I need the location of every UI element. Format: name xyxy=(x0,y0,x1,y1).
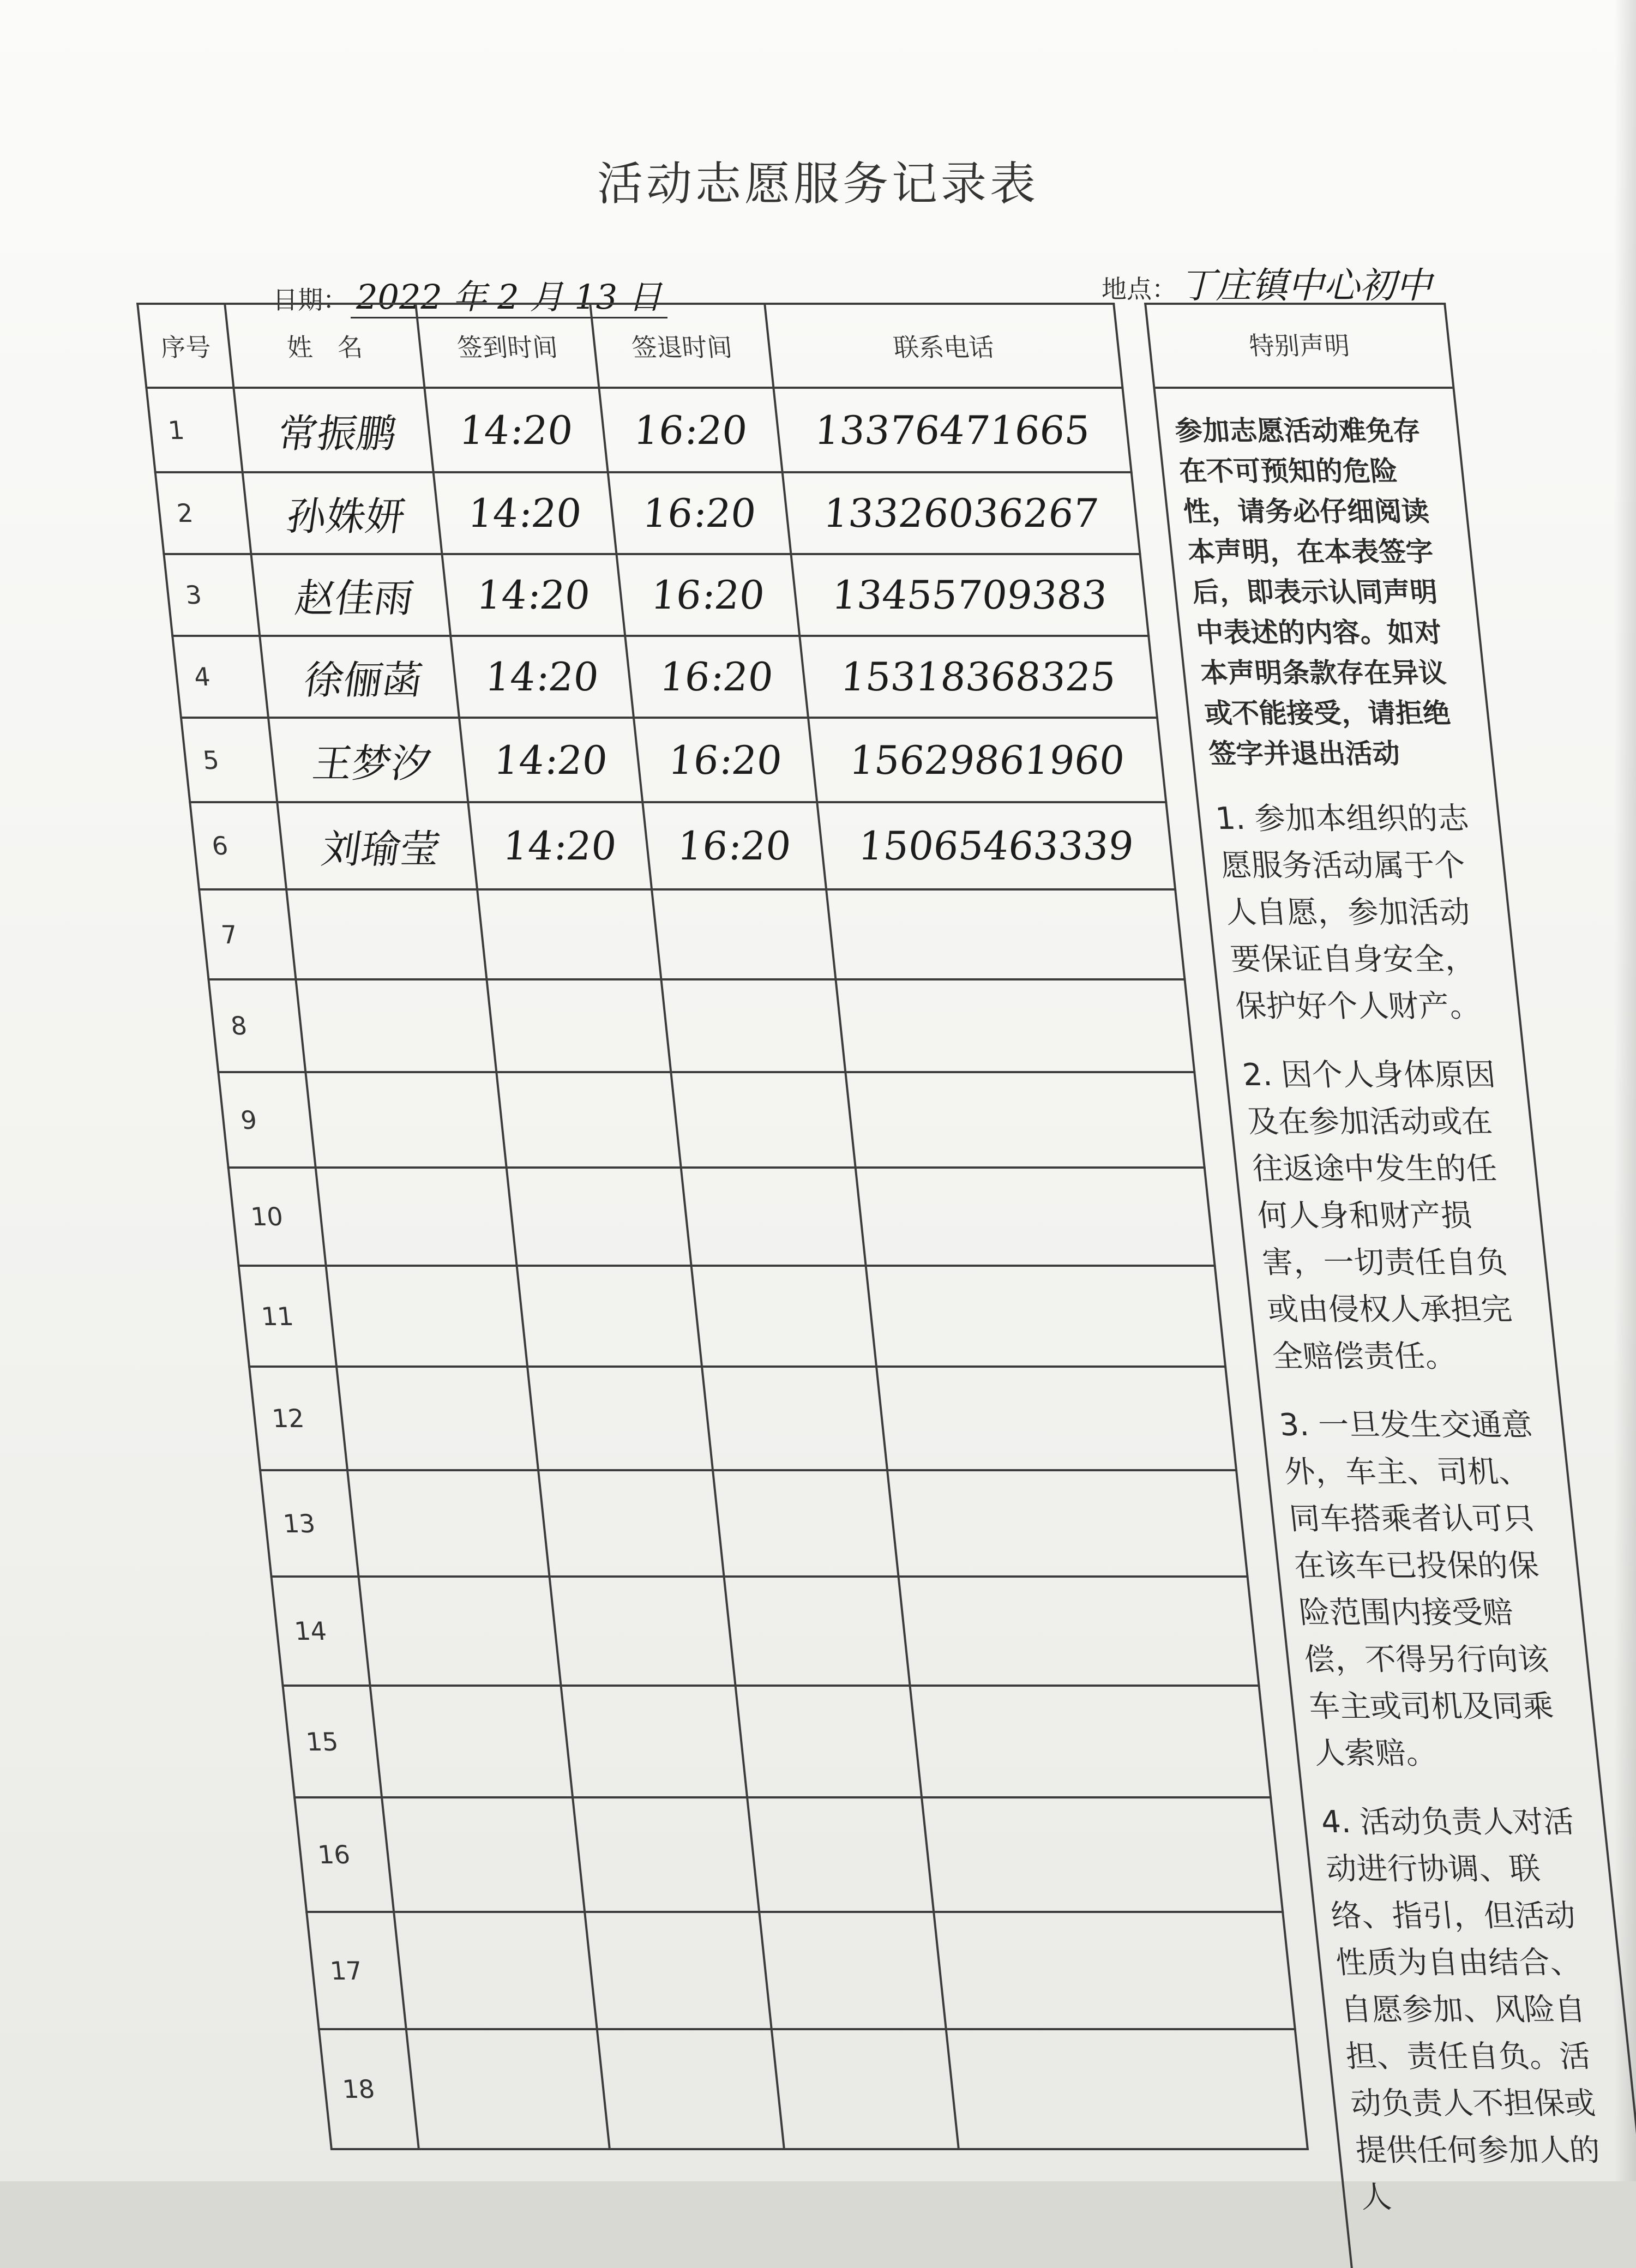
row-phone: 13376471665 xyxy=(773,388,1131,472)
table-row xyxy=(306,1912,1295,2029)
row-number: 18 xyxy=(319,2029,419,2149)
row-name xyxy=(286,889,486,979)
row-number: 6 xyxy=(190,802,286,889)
table-row xyxy=(249,1367,1236,1470)
row-number: 8 xyxy=(208,979,305,1072)
header-name: 姓 名 xyxy=(225,304,424,388)
row-phone: 15318368325 xyxy=(799,636,1157,718)
row-phone xyxy=(826,889,1184,979)
row-sign-in xyxy=(496,1072,681,1168)
row-sign-in xyxy=(561,1686,748,1797)
row-phone xyxy=(887,1470,1247,1577)
row-name: 常振鹏 xyxy=(233,388,433,472)
row-name: 王梦汐 xyxy=(268,718,468,802)
row-phone xyxy=(899,1577,1259,1686)
row-sign-out xyxy=(772,2029,959,2149)
row-sign-in xyxy=(597,2029,784,2149)
row-name xyxy=(370,1686,573,1797)
row-name: 孙姝妍 xyxy=(243,472,442,554)
table-row xyxy=(190,802,1175,889)
row-sign-out: 16:20 xyxy=(634,718,817,802)
row-number: 4 xyxy=(172,636,268,718)
row-phone xyxy=(866,1266,1225,1367)
row-sign-out: 16:20 xyxy=(608,472,791,554)
table-row xyxy=(146,388,1131,472)
row-name: 赵佳雨 xyxy=(251,554,450,636)
table-row xyxy=(164,554,1148,636)
row-name xyxy=(316,1168,517,1266)
table-row xyxy=(228,1168,1215,1266)
row-sign-in: 14:20 xyxy=(442,554,625,636)
row-sign-in xyxy=(550,1577,736,1686)
row-sign-in xyxy=(486,979,671,1072)
row-sign-in: 14:20 xyxy=(450,636,634,718)
header-phone: 联系电话 xyxy=(765,304,1122,388)
row-sign-out xyxy=(736,1686,922,1797)
table-row xyxy=(239,1266,1225,1367)
row-number: 17 xyxy=(306,1912,406,2029)
row-sign-out: 16:20 xyxy=(599,388,782,472)
row-sign-out xyxy=(747,1797,934,1912)
table-row xyxy=(155,472,1140,554)
row-name xyxy=(359,1577,561,1686)
table-row xyxy=(172,636,1157,718)
declaration-item-2: 2. 因个人身体原因及在参加活动或在往返途中发生的任何人身和财产损害，一切责任自负或由侵权人承担完全赔偿责任。 xyxy=(1241,1057,1514,1374)
row-number: 14 xyxy=(272,1577,370,1686)
row-number: 13 xyxy=(260,1470,358,1577)
table-row xyxy=(208,979,1194,1072)
row-sign-in xyxy=(527,1367,713,1470)
row-phone: 15629861960 xyxy=(808,718,1166,802)
record-table xyxy=(136,303,1309,2150)
row-name xyxy=(382,1797,585,1912)
declaration-item-3: 3. 一旦发生交通意外，车主、司机、同车搭乘者认可只在该车已投保的保险范围内接受赔偿，不得另行向该车主或司机及同乘人索赔。 xyxy=(1277,1407,1556,1771)
table-row xyxy=(260,1470,1247,1577)
date-value: 2022 年 2 月 13 日 xyxy=(351,277,667,318)
table-row xyxy=(272,1577,1259,1686)
row-phone: 15065463339 xyxy=(817,802,1175,889)
header-no: 序号 xyxy=(137,304,233,388)
row-sign-out xyxy=(724,1577,910,1686)
header-sign-in: 签到时间 xyxy=(416,304,599,388)
row-sign-in xyxy=(573,1797,759,1912)
row-number: 10 xyxy=(228,1168,326,1266)
header-sign-out: 签退时间 xyxy=(590,304,773,388)
row-name xyxy=(394,1912,597,2029)
table-row xyxy=(181,718,1166,802)
row-number: 2 xyxy=(155,472,251,554)
row-name xyxy=(406,2029,610,2149)
declaration-item-1: 1. 参加本组织的志愿服务活动属于个人自愿，参加活动要保证自身安全，保护好个人财产。 xyxy=(1214,801,1482,1024)
row-sign-out: 16:20 xyxy=(642,802,826,889)
row-phone xyxy=(934,1912,1295,2029)
declaration-intro: 参加志愿活动难免存在不可预知的危险性，请务必仔细阅读本声明，在本表签字后，即表示认同声明中表述的内容。如对本声明条款存在异议或不能接受，请拒绝签字并退出活动 xyxy=(1173,415,1452,769)
row-number: 3 xyxy=(164,554,260,636)
location-line xyxy=(1102,256,1432,308)
location-label: 地点： xyxy=(1102,274,1177,304)
row-name: 刘瑜莹 xyxy=(277,802,477,889)
row-phone xyxy=(856,1168,1215,1266)
row-sign-in xyxy=(507,1168,691,1266)
row-sign-out: 16:20 xyxy=(625,636,808,718)
row-sign-out xyxy=(691,1266,876,1367)
row-sign-in: 14:20 xyxy=(424,388,608,472)
row-sign-out xyxy=(671,1072,855,1168)
row-name xyxy=(296,979,496,1072)
declaration-heading: 特别声明 xyxy=(1146,305,1452,389)
row-sign-out xyxy=(702,1367,887,1470)
row-number: 16 xyxy=(294,1797,394,1912)
row-sign-in xyxy=(477,889,661,979)
row-number: 15 xyxy=(283,1686,382,1797)
form-title: 活动志愿服务记录表 xyxy=(597,157,1039,210)
date-label: 日期： xyxy=(273,285,348,315)
row-sign-out xyxy=(661,979,845,1072)
row-sign-out xyxy=(759,1912,946,2029)
row-phone xyxy=(946,2029,1308,2149)
declaration-item-4: 4. 活动负责人对活动进行协调、联络、指引，但活动性质为自由结合、自愿参加、风险自担、责任自负。活动负责人不担保或提供任何参加人的人 xyxy=(1319,1804,1602,2215)
row-sign-in xyxy=(585,1912,772,2029)
row-name xyxy=(326,1266,527,1367)
row-phone xyxy=(876,1367,1236,1470)
row-number: 1 xyxy=(146,388,242,472)
row-sign-in: 14:20 xyxy=(434,472,617,554)
row-sign-out: 16:20 xyxy=(616,554,799,636)
location-value: 丁庄镇中心初中 xyxy=(1180,264,1432,306)
row-name: 徐俪菡 xyxy=(260,636,459,718)
row-number: 9 xyxy=(218,1072,315,1168)
table-row xyxy=(319,2029,1308,2149)
row-number: 7 xyxy=(199,889,296,979)
row-phone: 13326036267 xyxy=(783,472,1140,554)
row-phone: 13455709383 xyxy=(791,554,1148,636)
row-number: 12 xyxy=(249,1367,347,1470)
table-header-row xyxy=(137,304,1122,388)
row-number: 11 xyxy=(239,1266,336,1367)
row-phone xyxy=(835,979,1194,1072)
row-sign-out xyxy=(713,1470,898,1577)
row-phone xyxy=(922,1797,1283,1912)
row-name xyxy=(347,1470,549,1577)
table-row xyxy=(218,1072,1204,1168)
table-row xyxy=(199,889,1184,979)
row-phone xyxy=(910,1686,1271,1797)
row-sign-in: 14:20 xyxy=(468,802,652,889)
table-row xyxy=(294,1797,1283,1912)
row-sign-out xyxy=(652,889,835,979)
record-table-area xyxy=(136,303,1636,2266)
row-phone xyxy=(845,1072,1204,1168)
row-name xyxy=(305,1072,506,1168)
row-number: 5 xyxy=(181,718,277,802)
row-sign-in xyxy=(538,1470,724,1577)
table-row xyxy=(283,1686,1271,1797)
row-sign-in: 14:20 xyxy=(459,718,642,802)
row-sign-in xyxy=(517,1266,702,1367)
row-name xyxy=(336,1367,538,1470)
row-sign-out xyxy=(681,1168,866,1266)
